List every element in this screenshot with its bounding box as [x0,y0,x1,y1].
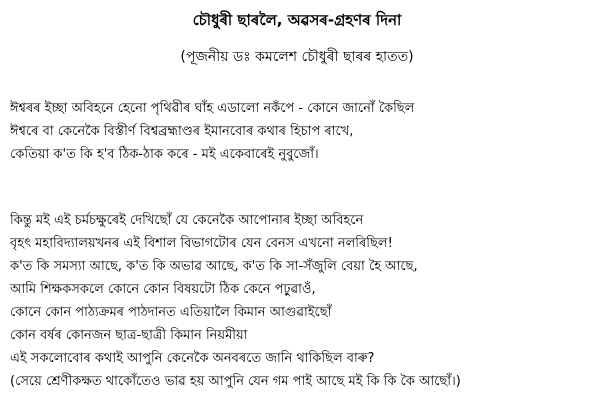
poem-line: আমি শিক্ষকসকলে কোনে কোন বিষয়টো ঠিক কেনে পঢ়ুৱাওঁ, [10,282,316,297]
poem-line: কোনে কোন পাঠ্যক্ৰমৰ পাঠদানত এতিয়ালৈ কিমান আগুৱাইছোঁ [10,305,332,320]
poem-line: বৃহৎ মহাবিদ্যালয়খনৰ এই বিশাল বিভাগটোৰ যেন বেনস এখনো নলৰিছিল! [10,236,393,251]
poem-line: এই সকলোবোৰ কথাই আপুনি কেনেকৈ অনবৰতে জানি থাকিছিল বাৰু? [10,351,375,366]
poem-line: ক'ত কি সমস্যা আছে, ক'ত কি অভাৱ আছে, ক'ত কি সা-সঁজুলি বেয়া হৈ আছে, [10,259,418,274]
stanza-1 [10,97,592,166]
poem-line: কিন্তু মই এই চৰ্মচক্ষুৰেই দেখিছোঁ যে কেনেকৈ আপোনাৰ ইচ্ছা অবিহনে [10,213,364,228]
poem-line: কেতিয়া ক'ত কি হ'ব ঠিক-ঠাক কৰে - মই একেবাৰেই নুবুজোঁ। [10,147,319,162]
poem-line: ঈশ্বৰৰ ইচ্ছা অবিহনে হেনো পৃথিৱীৰ ঘাঁহ এডালো নকঁপে - কোনে জানোঁ কৈছিল [10,101,415,116]
poem-line: কোন বৰ্ষৰ কোনজন ছাত্ৰ-ছাত্ৰী কিমান নিয়মীয়া [10,328,248,343]
poem-title: চৌধুৰী ছাৰলৈ, অৱসৰ-গ্ৰহণৰ দিনা [192,11,402,29]
poem-line: (সেয়ে শ্ৰেণীকক্ষত থাকোঁতেও ভাৱ হয় আপুনি যেন গম পাই আছে মই কি কি কৈ আছোঁ।) [10,374,461,389]
poem-dedication: (পূজনীয় ডঃ কমলেশ চৌধুৰী ছাৰৰ হাতত) [180,49,414,65]
stanza-2 [10,209,592,393]
poem-line: ঈশ্বৰে বা কেনেকৈ বিস্তীৰ্ণ বিশ্বব্ৰহ্মাণ্ডৰ ইমানবোৰ কথাৰ হিচাপ ৰাখে, [10,124,354,139]
